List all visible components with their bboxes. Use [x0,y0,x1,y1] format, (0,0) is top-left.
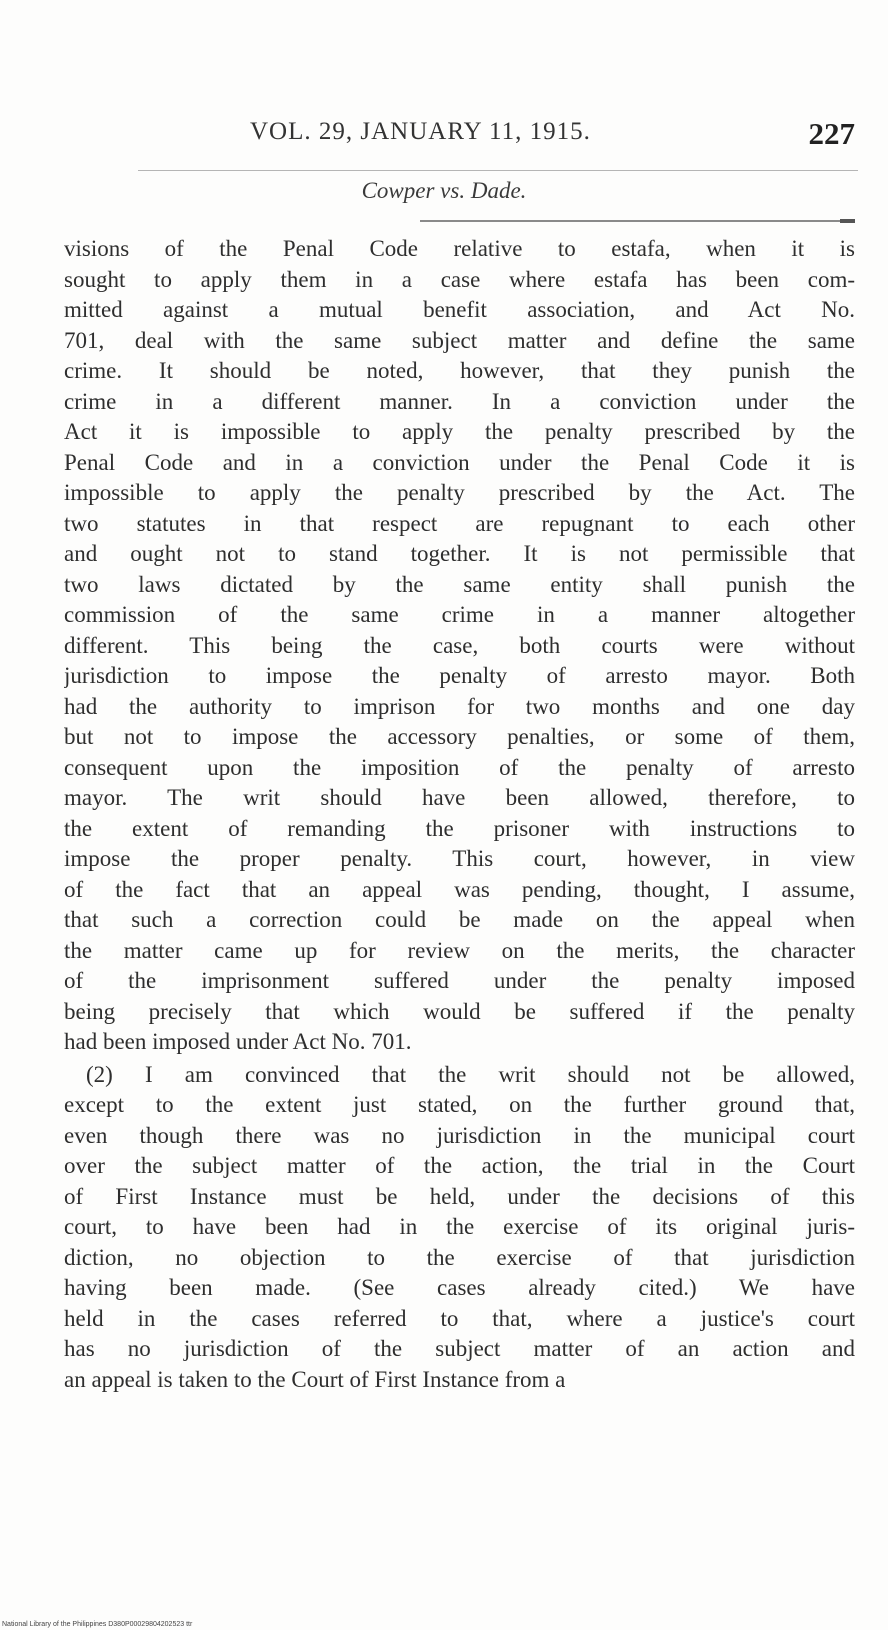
text-line: diction, no objection to the exercise of that jurisdiction [64,1244,855,1270]
text-line: two laws dictated by the same entity shall punish the [64,571,855,597]
text-line: impose the proper penalty. This court, however, in view [64,846,855,871]
text-line: mayor. The writ should have been allowed, therefore, to [64,785,855,810]
text-line: crime. It should be noted, however, that they punish the [64,358,855,383]
title-rule-end [840,219,855,223]
text-line: of the imprisonment suffered under the penalty imposed [64,968,855,993]
text-line: crime in a different manner. In a conviction under the [64,388,855,414]
text-line: has no jurisdiction of the subject matter of an action and [64,1336,855,1361]
text-line: of the fact that an appeal was pending, thought, I assume, [64,876,855,902]
text-line: court, to have been had in the exercise of its original juris- [64,1214,855,1239]
text-line: two statutes in that respect are repugnant to each other [64,510,855,536]
text-line: the matter came up for review on the merits, the character [64,937,855,963]
text-line: visions of the Penal Code relative to estafa, when it is [64,236,855,261]
text-line: an appeal is taken to the Court of First Instance from a [64,1366,566,1392]
text-line: (2) I am convinced that the writ should not be allowed, [86,1061,855,1087]
text-line: except to the extent just stated, on the further ground that, [64,1092,855,1117]
paragraph-2 [64,1060,855,1396]
text-line: commission of the same crime in a manner altogether [64,602,855,627]
case-title: Cowper vs. Dade. [361,178,527,203]
text-line: 701, deal with the same subject matter and define the same [64,327,855,353]
text-line: had the authority to imprison for two months and one day [64,693,855,719]
text-line: and ought not to stand together. It is not permissible that [64,541,855,566]
text-line: of First Instance must be held, under the decisions of this [64,1183,855,1209]
text-line: mitted against a mutual benefit association, and Act No. [64,297,855,322]
text-line: different. This being the case, both courts were without [64,632,855,658]
page-number: 227 [808,116,855,151]
text-line: Penal Code and in a conviction under the Penal Code it is [64,449,855,475]
text-line: over the subject matter of the action, the trial in the Court [64,1153,855,1178]
text-line: even though there was no jurisdiction in the municipal court [64,1122,855,1148]
running-head: VOL. 29, JANUARY 11, 1915. [250,118,591,145]
header-rule [138,170,858,171]
text-line: held in the cases referred to that, where a justice's court [64,1305,855,1331]
source-footer-note: National Library of the Philippines D380P00029804202523 ttr [2,1621,193,1628]
title-rule [420,220,855,222]
text-line: being precisely that which would be suffered if the penalty [64,998,855,1024]
text-line: Act it is impossible to apply the penalty prescribed by the [64,419,855,444]
text-line: impossible to apply the penalty prescribed by the Act. The [64,480,855,505]
text-line: consequent upon the imposition of the penalty of arresto [64,754,855,780]
text-line: but not to impose the accessory penalties, or some of them, [64,724,855,749]
body-text [64,234,855,1395]
text-line: that such a correction could be made on the appeal when [64,907,855,932]
text-line: having been made. (See cases already cited.) We have [64,1275,855,1300]
text-line: the extent of remanding the prisoner with instructions to [64,815,855,841]
text-line: sought to apply them in a case where estafa has been com- [64,266,855,292]
text-line: had been imposed under Act No. 701. [64,1029,412,1054]
text-line: jurisdiction to impose the penalty of arresto mayor. Both [64,663,855,688]
paragraph-1 [64,234,855,1058]
